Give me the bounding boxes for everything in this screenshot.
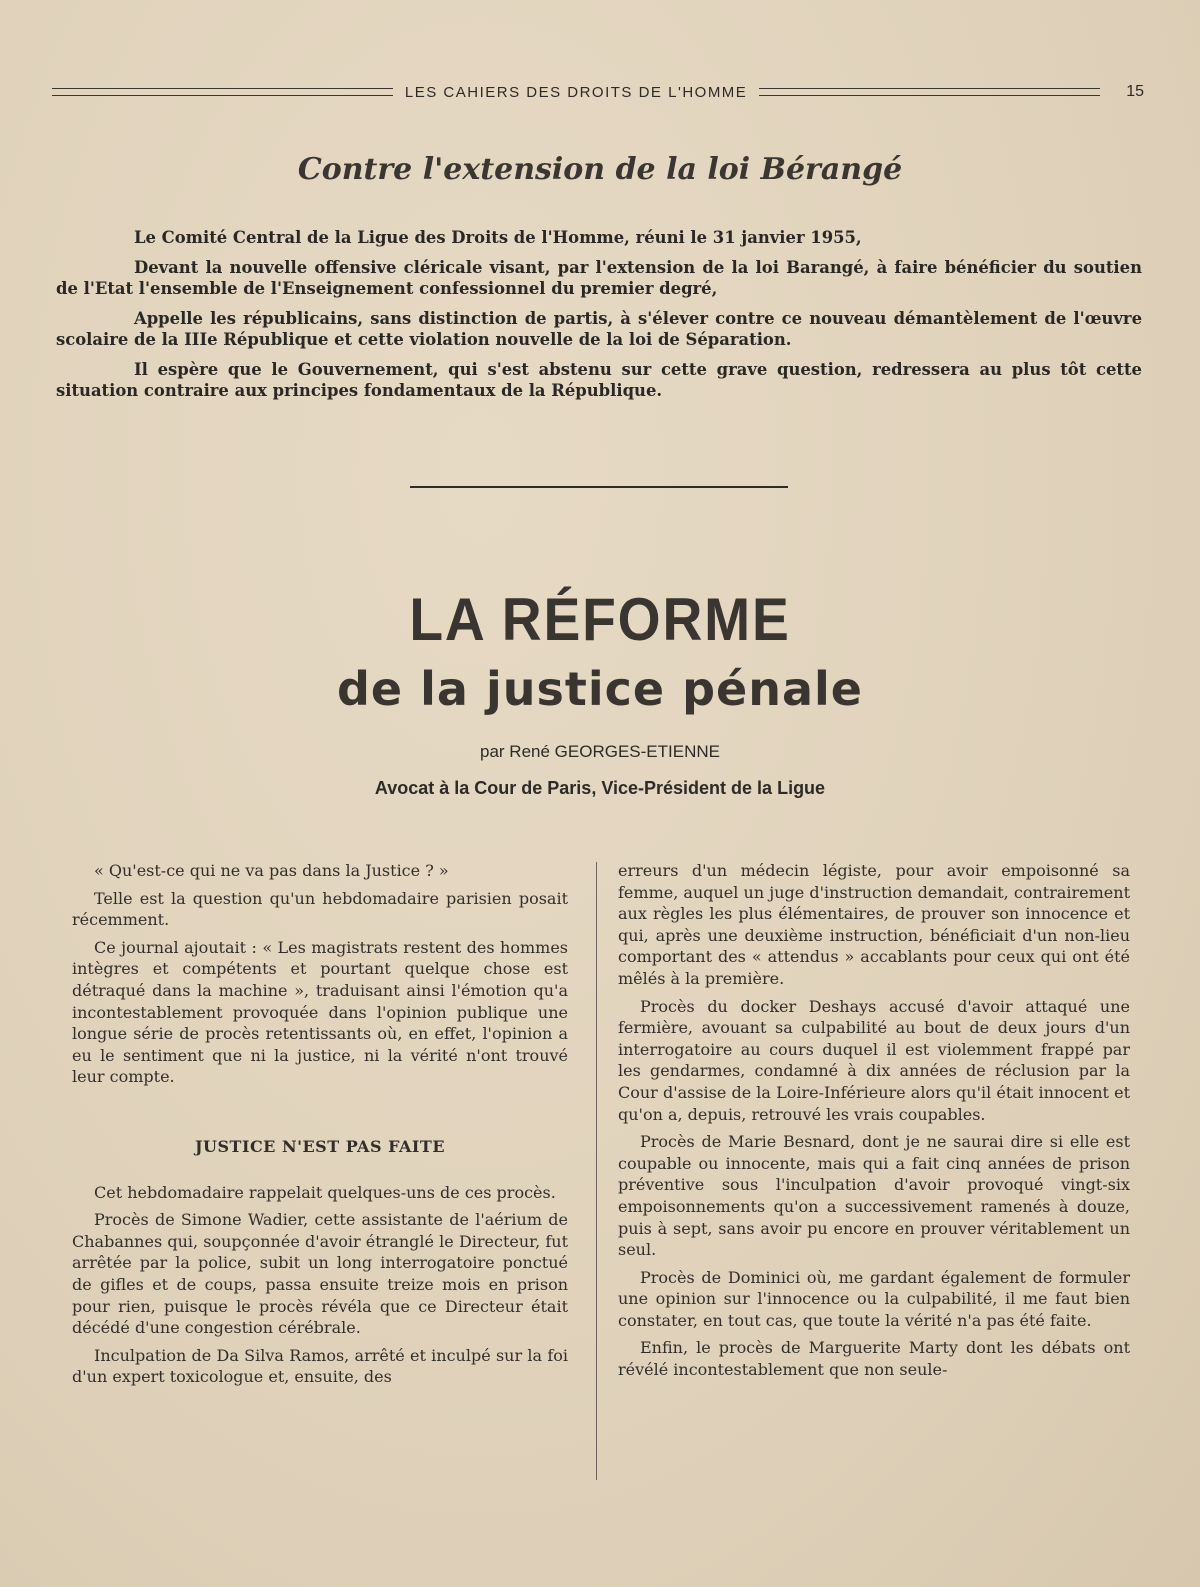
article-byline: par René GEORGES-ETIENNE xyxy=(480,742,720,761)
notice-paragraph: Le Comité Central de la Ligue des Droits de l'Homme, réuni le 31 janvier 1955, xyxy=(134,228,862,247)
body-paragraph: Cet hebdomadaire rappelait quelques-uns de ces procès. xyxy=(94,1182,556,1202)
article-subtitle: de la justice pénale xyxy=(337,662,863,716)
body-paragraph: Procès de Simone Wadier, cette assistante de l'aérium de Chabannes qui, soupçonnée d'avoir étranglé le Directeur, fut arrêtée par la police, subit un long interrogatoire ponctué de gifles et de coups, passa ensuite treize mois en prison pour rien, puisque le procès révéla que ce Directeur était décédé d'une congestion cérébrale. xyxy=(72,1210,568,1338)
body-paragraph: Inculpation de Da Silva Ramos, arrêté et inculpé sur la foi d'un expert toxicologue et, ensuite, des xyxy=(72,1345,568,1387)
header-rule-left xyxy=(52,88,393,96)
publication-title: LES CAHIERS DES DROITS DE L'HOMME xyxy=(404,83,748,101)
running-header xyxy=(52,80,1144,104)
notice-title: Contre l'extension de la loi Bérangé xyxy=(297,152,903,187)
page-number: 15 xyxy=(1126,83,1144,100)
notice-body xyxy=(56,227,1142,410)
notice-paragraph: Appelle les républicains, sans distinction de partis, à s'élever contre ce nouveau démantèlement de l'œuvre scolaire de la IIIe République et cette violation nouvelle de la loi de Séparation. xyxy=(56,309,1142,349)
right-column xyxy=(618,860,1130,1387)
header-rule-right xyxy=(759,88,1100,96)
body-paragraph: Procès de Marie Besnard, dont je ne saurai dire si elle est coupable ou innocente, mais qui a fait cinq années de prison préventive sous l'inculpation d'avoir provoqué vingt-six empoisonnements qu'on a successivement ramenés à douze, puis à sept, sans avoir pu encore en prouver véritablement un seul. xyxy=(618,1132,1130,1260)
section-separator xyxy=(410,486,788,488)
notice-paragraph: Devant la nouvelle offensive cléricale visant, par l'extension de la loi Barangé, à faire bénéficier du soutien de l'Etat l'ensemble de l'Enseignement confessionnel du premier degré, xyxy=(56,258,1142,298)
body-paragraph: « Qu'est-ce qui ne va pas dans la Justice ? » xyxy=(94,861,449,880)
article-title: LA RÉFORME xyxy=(409,586,791,653)
body-paragraph: erreurs d'un médecin légiste, pour avoir empoisonné sa femme, auquel un juge d'instruction demandait, contrairement aux règles les plus élémentaires, de prouver son innocence et qui, après une deuxième instruction, bénéficiait d'un non-lieu comportant des « attendus » accablants pour ceux qui ont été mêlés à la première. xyxy=(618,861,1130,988)
author-affiliation: Avocat à la Cour de Paris, Vice-Président de la Ligue xyxy=(374,778,826,798)
section-heading: JUSTICE N'EST PAS FAITE xyxy=(194,1136,446,1156)
body-paragraph: Ce journal ajoutait : « Les magistrats restent des hommes intègres et compétents et pourtant quelque chose est détraqué dans la machine », traduisant ainsi l'émotion qu'a incontestablement provoquée dans l'opinion publique une longue série de procès retentissants où, en effet, l'opinion a eu le sentiment que ni la justice, ni la vérité n'ont trouvé leur compte. xyxy=(72,937,568,1087)
notice-paragraph: Il espère que le Gouvernement, qui s'est abstenu sur cette grave question, redressera au plus tôt cette situation contraire aux principes fondamentaux de la République. xyxy=(56,360,1142,400)
body-paragraph: Enfin, le procès de Marguerite Marty dont les débats ont révélé incontestablement que non seule- xyxy=(618,1338,1130,1380)
body-paragraph: Procès de Dominici où, me gardant également de formuler une opinion sur l'innocence ou la culpabilité, il me faut bien constater, en tout cas, que toute la vérité n'a pas été faite. xyxy=(618,1267,1130,1330)
column-divider xyxy=(596,862,597,1480)
body-paragraph: Procès du docker Deshays accusé d'avoir attaqué une fermière, avouant sa culpabilité au bout de deux jours d'un interrogatoire au cours duquel il est violemment frappé par les gendarmes, condamné à dix années de réclusion par la Cour d'assise de la Loire-Inférieure alors qu'il était innocent et qu'on a, depuis, retrouvé les vrais coupables. xyxy=(618,996,1130,1124)
body-paragraph: Telle est la question qu'un hebdomadaire parisien posait récemment. xyxy=(72,888,568,930)
left-column xyxy=(72,860,568,1394)
